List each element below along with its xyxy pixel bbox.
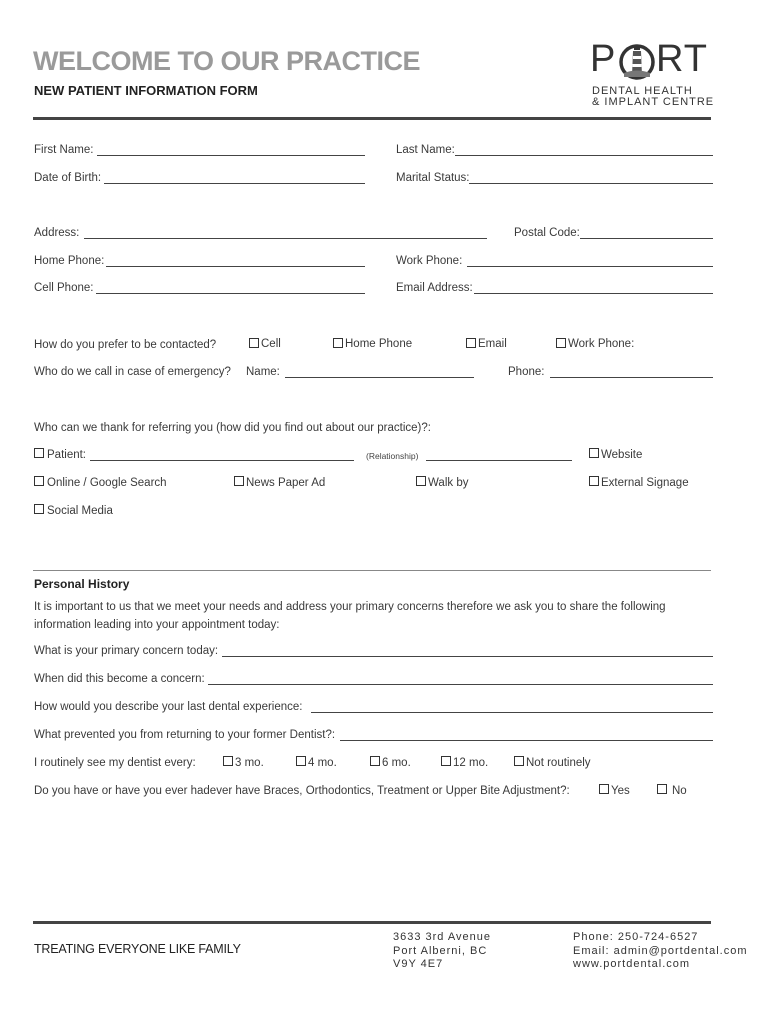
contact-preference-question: How do you prefer to be contacted? [34, 339, 217, 351]
frequency-4mo-label: 4 mo. [308, 757, 337, 769]
dob-field[interactable] [104, 183, 365, 184]
footer-contact [573, 931, 753, 972]
frequency-3mo-checkbox[interactable] [223, 756, 233, 766]
contact-cell-label: Cell [261, 338, 281, 350]
footer-phone: Phone: 250-724-6527 [573, 931, 699, 943]
footer-website[interactable]: www.portdental.com [573, 958, 691, 970]
referral-newspaper-checkbox[interactable] [234, 476, 244, 486]
contact-work-phone-label: Work Phone: [568, 338, 635, 350]
emergency-name-field[interactable] [285, 377, 474, 378]
referral-patient-checkbox[interactable] [34, 448, 44, 458]
referral-social-checkbox[interactable] [34, 504, 44, 514]
referral-online-checkbox[interactable] [34, 476, 44, 486]
emergency-phone-label: Phone: [508, 366, 545, 378]
last-name-label: Last Name: [396, 144, 455, 156]
referral-walkby-label: Walk by [428, 477, 469, 489]
referral-walkby-checkbox[interactable] [416, 476, 426, 486]
page-title: WELCOME TO OUR PRACTICE [33, 46, 421, 76]
address-line-2: Port Alberni, BC [393, 944, 488, 957]
braces-no-label: No [672, 785, 687, 797]
relationship-label: (Relationship) [366, 451, 419, 461]
first-name-field[interactable] [97, 155, 365, 156]
address-line-3: V9Y 4E7 [393, 958, 444, 970]
contact-home-phone-checkbox[interactable] [333, 338, 343, 348]
referral-patient-label: Patient: [47, 449, 86, 461]
frequency-not-routinely-checkbox[interactable] [514, 756, 524, 766]
footer-tagline: TREATING EVERYONE LIKE FAMILY [34, 942, 241, 956]
frequency-3mo-label: 3 mo. [235, 757, 264, 769]
postal-code-label: Postal Code: [514, 227, 580, 239]
first-name-label: First Name: [34, 144, 94, 156]
frequency-6mo-checkbox[interactable] [370, 756, 380, 766]
frequency-12mo-label: 12 mo. [453, 757, 489, 769]
referral-newspaper-label: News Paper Ad [246, 477, 326, 489]
primary-concern-field[interactable] [222, 656, 713, 657]
work-phone-label: Work Phone: [396, 255, 463, 267]
emergency-question: Who do we call in case of emergency? [34, 366, 231, 378]
logo-line-1: DENTAL HEALTH [592, 85, 693, 97]
braces-no-checkbox[interactable] [657, 784, 667, 794]
contact-home-phone-label: Home Phone [345, 338, 413, 350]
referral-social-label: Social Media [47, 505, 113, 517]
contact-cell-checkbox[interactable] [249, 338, 259, 348]
dob-label: Date of Birth: [34, 172, 102, 184]
contact-email-label: Email [478, 338, 507, 350]
practice-logo [590, 36, 715, 110]
braces-yes-checkbox[interactable] [599, 784, 609, 794]
logo-letters-rt: RT [656, 38, 708, 80]
referral-signage-label: External Signage [601, 477, 689, 489]
referral-website-label: Website [601, 449, 643, 461]
address-line-1: 3633 3rd Avenue [393, 931, 491, 943]
contact-work-phone-checkbox[interactable] [556, 338, 566, 348]
last-experience-label: How would you describe your last dental experience: [34, 701, 303, 713]
referral-signage-checkbox[interactable] [589, 476, 599, 486]
email-address-field[interactable] [474, 293, 713, 294]
work-phone-field[interactable] [467, 266, 713, 267]
personal-history-intro: It is important to us that we meet your needs and address your primary concerns therefore we ask you to share the following information leading into your appointment today: [34, 601, 666, 631]
section-divider [33, 570, 711, 571]
relationship-field[interactable] [426, 460, 572, 461]
marital-status-field[interactable] [469, 183, 713, 184]
frequency-12mo-checkbox[interactable] [441, 756, 451, 766]
emergency-name-label: Name: [246, 366, 280, 378]
home-phone-field[interactable] [106, 266, 365, 267]
personal-history-heading: Personal History [34, 577, 130, 591]
form-subtitle: NEW PATIENT INFORMATION FORM [34, 83, 258, 98]
footer-email[interactable]: Email: admin@portdental.com [573, 944, 748, 957]
lighthouse-icon [618, 40, 656, 80]
postal-code-field[interactable] [580, 238, 713, 239]
referral-online-label: Online / Google Search [47, 477, 167, 489]
cell-phone-field[interactable] [96, 293, 365, 294]
concern-since-label: When did this become a concern: [34, 673, 205, 685]
braces-question: Do you have or have you ever hadever have Braces, Orthodontics, Treatment or Upper Bite Adjustment?: [34, 785, 570, 797]
footer-divider [33, 921, 711, 924]
footer-address [393, 931, 553, 972]
referral-question: Who can we thank for referring you (how did you find out about our practice)?: [34, 422, 431, 434]
referral-website-checkbox[interactable] [589, 448, 599, 458]
logo-letter-p: P [590, 38, 617, 80]
visit-frequency-label: I routinely see my dentist every: [34, 757, 196, 769]
primary-concern-label: What is your primary concern today: [34, 645, 219, 657]
frequency-4mo-checkbox[interactable] [296, 756, 306, 766]
logo-line-2: & IMPLANT CENTRE [592, 96, 715, 108]
contact-email-checkbox[interactable] [466, 338, 476, 348]
former-dentist-field[interactable] [340, 740, 713, 741]
frequency-not-routinely-label: Not routinely [526, 757, 591, 769]
address-label: Address: [34, 227, 80, 239]
referral-patient-field[interactable] [90, 460, 354, 461]
home-phone-label: Home Phone: [34, 255, 105, 267]
email-address-label: Email Address: [396, 282, 473, 294]
emergency-phone-field[interactable] [550, 377, 713, 378]
cell-phone-label: Cell Phone: [34, 282, 94, 294]
header-divider [33, 117, 711, 120]
concern-since-field[interactable] [208, 684, 713, 685]
braces-yes-label: Yes [611, 785, 630, 797]
address-field[interactable] [84, 238, 487, 239]
former-dentist-label: What prevented you from returning to your former Dentist?: [34, 729, 336, 741]
frequency-6mo-label: 6 mo. [382, 757, 411, 769]
last-name-field[interactable] [455, 155, 713, 156]
last-experience-field[interactable] [311, 712, 713, 713]
marital-status-label: Marital Status: [396, 172, 470, 184]
